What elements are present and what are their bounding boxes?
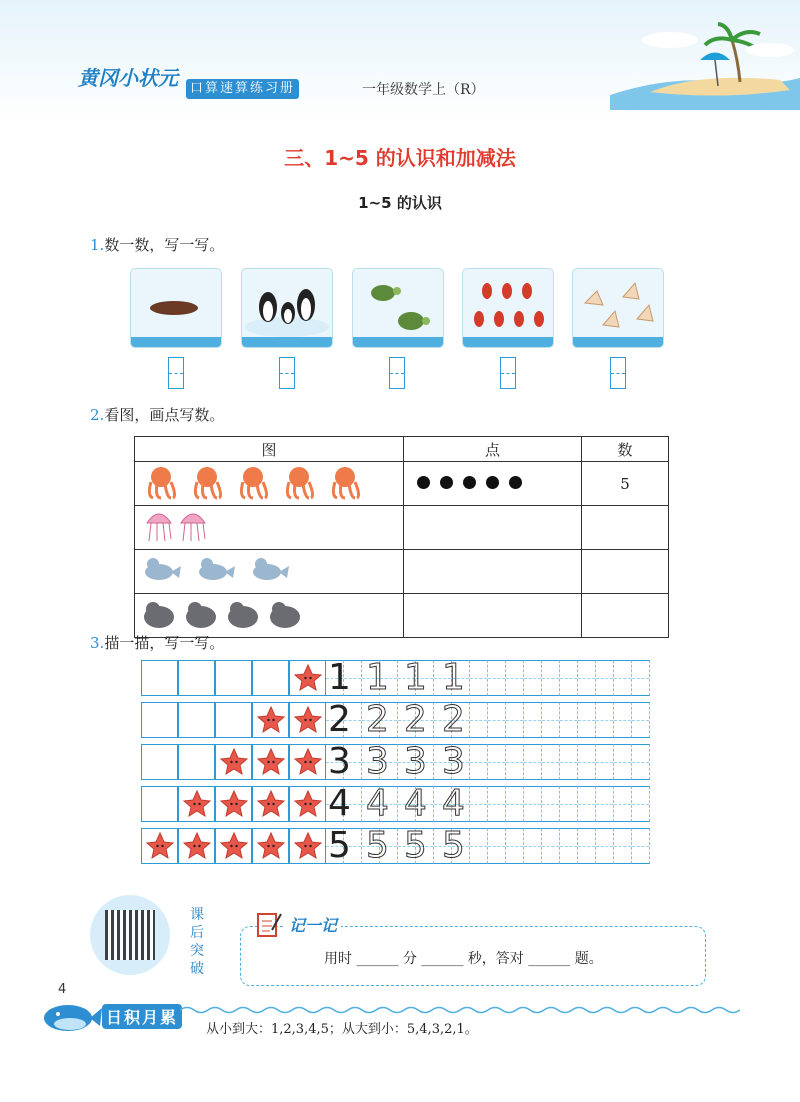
question-number: 2.: [90, 406, 105, 424]
star-cell: [289, 786, 326, 822]
star-cell: [178, 828, 215, 864]
star-cell: [178, 786, 215, 822]
table-row: [135, 594, 669, 638]
star-cell: [215, 744, 252, 780]
trace-digit: 2: [366, 699, 389, 740]
star-cell: [252, 660, 289, 696]
star-cell: [252, 744, 289, 780]
picture-card-sea-cucumber: [130, 268, 222, 348]
writing-cell[interactable]: [596, 702, 614, 738]
starfish-icon: [293, 831, 323, 865]
tracing-row: [141, 699, 659, 740]
notepad-icon: [256, 910, 282, 940]
star-cell: [252, 786, 289, 822]
starfish-icon: [293, 705, 323, 739]
writing-cell[interactable]: [506, 660, 524, 696]
writing-cell[interactable]: [596, 828, 614, 864]
writing-cell[interactable]: [542, 702, 560, 738]
page-number: 4: [58, 982, 67, 997]
octopus-cell: [135, 462, 404, 506]
writing-cell[interactable]: [614, 744, 632, 780]
writing-cell[interactable]: [506, 786, 524, 822]
starfish-icon: [219, 831, 249, 865]
trace-digit: 5: [404, 825, 427, 866]
answer-box[interactable]: [279, 357, 295, 389]
trace-digit: 1: [366, 657, 389, 698]
writing-cell[interactable]: [632, 702, 650, 738]
number-cell[interactable]: [582, 550, 669, 594]
writing-cell[interactable]: [614, 702, 632, 738]
writing-cell[interactable]: [524, 744, 542, 780]
writing-cell[interactable]: [506, 744, 524, 780]
question-2: [90, 404, 224, 425]
series-badge: 口算速算练习册: [186, 79, 299, 99]
trace-digit: 5: [442, 825, 465, 866]
question-3: [90, 632, 224, 653]
starfish-icon: [256, 789, 286, 823]
tracing-row: [141, 783, 659, 824]
walrus-cell: [135, 594, 404, 638]
star-cell: [141, 702, 178, 738]
starfish-icon: [182, 789, 212, 823]
answer-box[interactable]: [168, 357, 184, 389]
tracing-row: [141, 657, 659, 698]
col-header-dots: 点: [404, 437, 582, 462]
tracing-row: [141, 825, 659, 866]
star-cell: [289, 744, 326, 780]
answer-box[interactable]: [500, 357, 516, 389]
picture-card-turtles: [352, 268, 444, 348]
writing-cell[interactable]: [632, 744, 650, 780]
breakout-label: 课后突破: [190, 907, 204, 977]
writing-cell[interactable]: [560, 702, 578, 738]
writing-cell[interactable]: [470, 786, 488, 822]
writing-cell[interactable]: [470, 702, 488, 738]
star-cell: [141, 660, 178, 696]
section-title: 1~5 的认识: [358, 194, 442, 212]
writing-cell[interactable]: [524, 660, 542, 696]
star-cell: [252, 828, 289, 864]
writing-cell[interactable]: [632, 660, 650, 696]
turtle-icon: [353, 269, 443, 347]
star-cell: [252, 702, 289, 738]
writing-cell[interactable]: [524, 702, 542, 738]
writing-cell[interactable]: [596, 744, 614, 780]
starfish-icon: [293, 663, 323, 697]
starfish-icon: [256, 747, 286, 781]
penguin-icon: [242, 269, 332, 347]
beach-island-illustration: [610, 20, 800, 110]
writing-cell[interactable]: [578, 744, 596, 780]
dot: [463, 476, 476, 489]
writing-cell[interactable]: [560, 786, 578, 822]
dot: [417, 476, 430, 489]
writing-cell[interactable]: [470, 828, 488, 864]
trace-digit: 4: [442, 783, 465, 824]
star-cell: [141, 786, 178, 822]
writing-cell[interactable]: [578, 702, 596, 738]
writing-cell[interactable]: [542, 744, 560, 780]
star-cell: [215, 702, 252, 738]
count-table: [134, 436, 669, 638]
lobster-icon: [463, 269, 553, 347]
grade-label: 一年级数学上（R）: [362, 82, 485, 98]
writing-cell[interactable]: [470, 744, 488, 780]
starfish-icon: [219, 789, 249, 823]
walrus-icon: [135, 594, 403, 633]
star-cell: [178, 702, 215, 738]
star-cell: [289, 702, 326, 738]
number-cell[interactable]: [582, 594, 669, 638]
writing-cell[interactable]: [524, 786, 542, 822]
star-cell: [178, 660, 215, 696]
writing-cell[interactable]: [488, 744, 506, 780]
writing-cell[interactable]: [542, 828, 560, 864]
answer-box[interactable]: [389, 357, 405, 389]
writing-cell[interactable]: [506, 702, 524, 738]
writing-cell[interactable]: [488, 828, 506, 864]
trace-digit: 5: [366, 825, 389, 866]
star-cell: [215, 828, 252, 864]
writing-cell[interactable]: [632, 786, 650, 822]
chapter-title: 三、1~5 的认识和加减法: [284, 146, 516, 170]
picture-card-lobsters: [462, 268, 554, 348]
model-digit: 2: [328, 699, 351, 740]
dot: [440, 476, 453, 489]
question-number: 3.: [90, 634, 105, 652]
writing-cell[interactable]: [614, 786, 632, 822]
trace-digit: 3: [442, 741, 465, 782]
trace-digit: 1: [404, 657, 427, 698]
writing-cell[interactable]: [596, 786, 614, 822]
tip-label: 日积月累: [102, 1004, 182, 1029]
writing-cell[interactable]: [614, 828, 632, 864]
trace-digit: 3: [404, 741, 427, 782]
model-digit: 1: [328, 657, 351, 698]
starfish-icon: [219, 747, 249, 781]
writing-cell[interactable]: [470, 660, 488, 696]
number-cell: 5: [582, 462, 669, 506]
col-header-number: 数: [582, 437, 669, 462]
writing-cell[interactable]: [578, 660, 596, 696]
qr-code[interactable]: [90, 895, 170, 975]
writing-cell[interactable]: [542, 660, 560, 696]
star-cell: [141, 828, 178, 864]
table-row: [135, 550, 669, 594]
octopus-icon: [135, 462, 403, 501]
writing-cell[interactable]: [488, 786, 506, 822]
star-cell: [141, 744, 178, 780]
record-title: 记一记: [285, 913, 341, 936]
dot: [509, 476, 522, 489]
col-header-picture: 图: [135, 437, 404, 462]
writing-cell[interactable]: [488, 660, 506, 696]
trace-digit: 1: [442, 657, 465, 698]
question-text: 数一数，写一写。: [104, 236, 225, 254]
star-cell: [215, 660, 252, 696]
seal-cell: [135, 550, 404, 594]
writing-cell[interactable]: [506, 828, 524, 864]
tracing-row: [141, 741, 659, 782]
dots-cell[interactable]: [404, 594, 582, 638]
star-cell: [289, 828, 326, 864]
starfish-icon: [145, 831, 175, 865]
tip-text: 从小到大：1,2,3,4,5；从大到小：5,4,3,2,1。: [206, 1022, 478, 1037]
trace-digit: 4: [366, 783, 389, 824]
writing-cell[interactable]: [614, 660, 632, 696]
table-row: [135, 506, 669, 550]
whale-icon: [40, 996, 104, 1036]
star-cell: [289, 660, 326, 696]
starfish-icon: [256, 705, 286, 739]
seal-icon: [135, 550, 403, 589]
dots-cell[interactable]: [404, 506, 582, 550]
dots-cell[interactable]: [404, 550, 582, 594]
writing-cell[interactable]: [560, 744, 578, 780]
star-cell: [178, 744, 215, 780]
writing-cell[interactable]: [488, 702, 506, 738]
question-text: 描一描，写一写。: [104, 634, 225, 652]
writing-cell[interactable]: [596, 660, 614, 696]
picture-card-penguins: [241, 268, 333, 348]
jellyfish-icon: [135, 506, 403, 545]
question-1: [90, 234, 224, 255]
writing-cell[interactable]: [578, 786, 596, 822]
writing-cell[interactable]: [578, 828, 596, 864]
writing-cell[interactable]: [560, 828, 578, 864]
trace-digit: 3: [366, 741, 389, 782]
trace-digit: 2: [442, 699, 465, 740]
record-text: 用时 ______ 分 ______ 秒，答对 ______ 题。: [324, 951, 603, 967]
number-cell[interactable]: [582, 506, 669, 550]
writing-cell[interactable]: [560, 660, 578, 696]
answer-box[interactable]: [610, 357, 626, 389]
trace-digit: 2: [404, 699, 427, 740]
starfish-icon: [182, 831, 212, 865]
shell-icon: [573, 269, 663, 347]
starfish-icon: [293, 789, 323, 823]
wave-divider: [180, 1005, 740, 1015]
starfish-icon: [256, 831, 286, 865]
writing-cell[interactable]: [542, 786, 560, 822]
model-digit: 5: [328, 825, 351, 866]
writing-cell[interactable]: [632, 828, 650, 864]
picture-card-shells: [572, 268, 664, 348]
dot: [486, 476, 499, 489]
writing-cell[interactable]: [524, 828, 542, 864]
table-row: [135, 462, 669, 506]
question-text: 看图，画点写数。: [104, 406, 225, 424]
question-number: 1.: [90, 236, 105, 254]
star-cell: [215, 786, 252, 822]
starfish-icon: [293, 747, 323, 781]
model-digit: 4: [328, 783, 351, 824]
jellyfish-cell: [135, 506, 404, 550]
model-digit: 3: [328, 741, 351, 782]
brand-logo: 黄冈小状元: [78, 66, 178, 90]
sea-cucumber-icon: [131, 269, 221, 347]
trace-digit: 4: [404, 783, 427, 824]
dots-cell: [404, 462, 582, 506]
